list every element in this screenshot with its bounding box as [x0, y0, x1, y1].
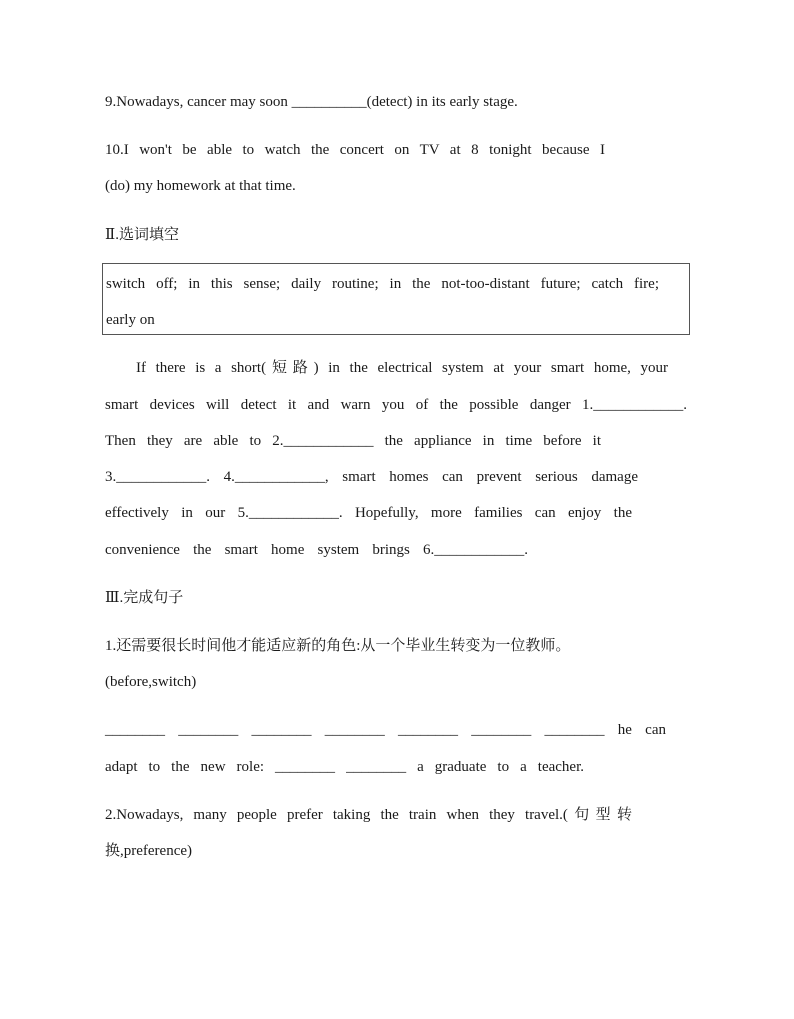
- question-10-line2: (do) my homework at that time.: [105, 178, 296, 194]
- sentence-2-prompt-line2: 换,preference): [105, 843, 193, 859]
- passage-line-5: effectively in our 5.____________. Hopefully, more families can enjoy the: [105, 505, 632, 521]
- word-bank-box: [102, 263, 690, 335]
- passage-line-4: 3.____________. 4.____________, smart homes can prevent serious damage: [105, 469, 638, 485]
- passage-line-6: convenience the smart home system brings 6.____________.: [105, 542, 528, 558]
- sentence-2-prompt-line1: 2.Nowadays, many people prefer taking the train when they travel.(句型转: [105, 807, 632, 823]
- word-bank-line2: early on: [106, 312, 155, 328]
- section-3-title: Ⅲ.完成句子: [105, 590, 184, 606]
- question-9: 9.Nowadays, cancer may soon __________(detect) in its early stage.: [105, 94, 518, 110]
- sentence-1-answer-line1: ________ ________ ________ ________ ________ ________ ________ he can: [105, 722, 666, 738]
- passage-line-3: Then they are able to 2.____________ the appliance in time before it: [105, 433, 601, 449]
- passage-line-1: If there is a short(短路) in the electrical system at your smart home, your: [136, 360, 668, 376]
- section-2-title: Ⅱ.选词填空: [105, 227, 179, 243]
- question-10-line1: 10.I won't be able to watch the concert on TV at 8 tonight because I: [105, 142, 605, 158]
- sentence-1-hint: (before,switch): [105, 674, 197, 690]
- sentence-1-answer-line2: adapt to the new role: ________ ________ a graduate to a teacher.: [105, 759, 584, 775]
- passage-line-2: smart devices will detect it and warn you of the possible danger 1.____________.: [105, 397, 687, 413]
- sentence-1-prompt: 1.还需要很长时间他才能适应新的角色:从一个毕业生转变为一位教师。: [105, 638, 571, 654]
- word-bank-line1: switch off; in this sense; daily routine; in the not-too-distant future; catch fire;: [106, 276, 659, 292]
